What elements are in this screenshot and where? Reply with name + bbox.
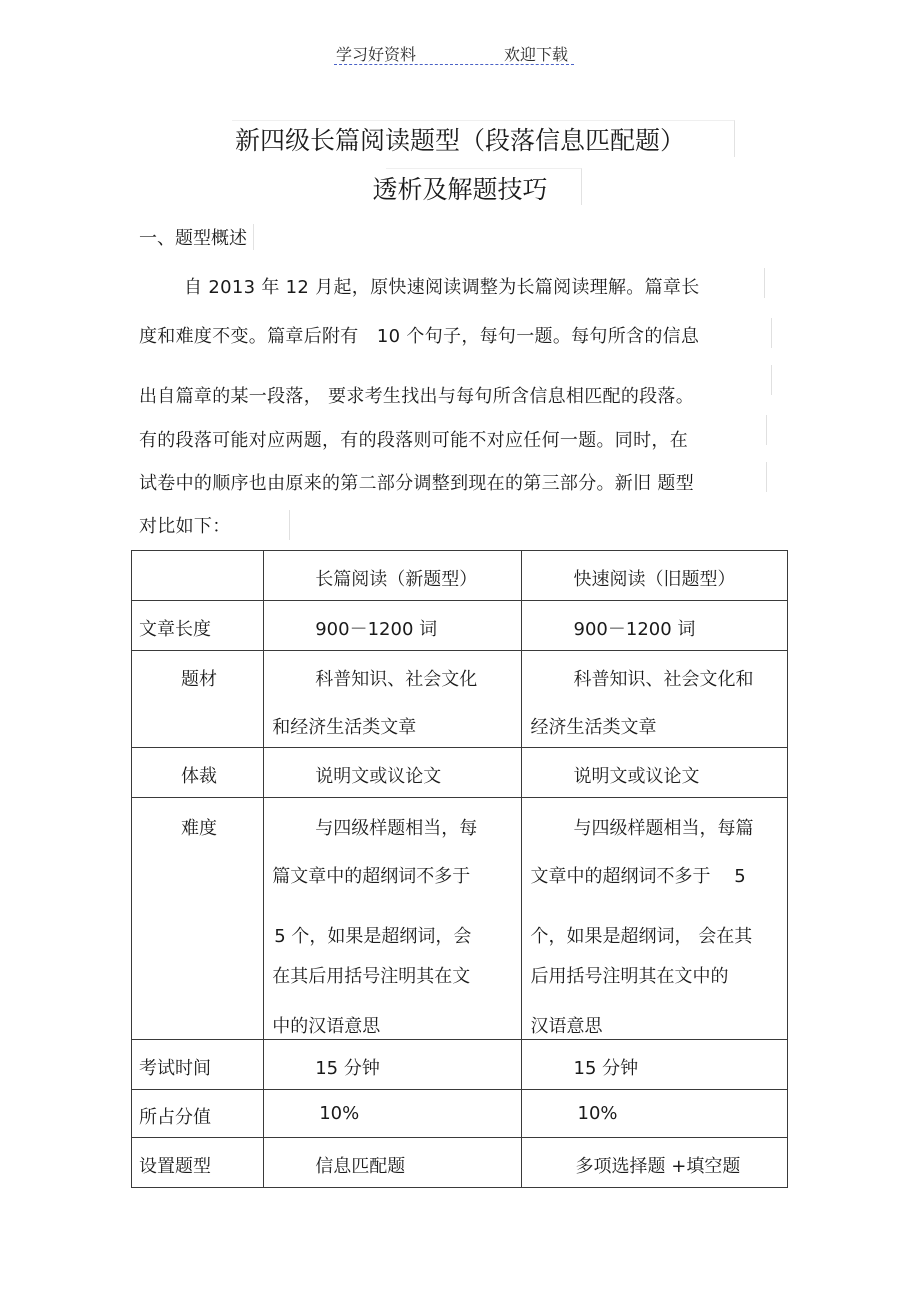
table-row	[132, 798, 788, 1040]
cell-new: 15 分钟	[315, 1058, 380, 1079]
frame-line	[771, 318, 772, 348]
cell-new: 说明文或议论文	[315, 766, 442, 787]
cell-old: 与四级样题相当，每篇	[573, 818, 754, 839]
cell-old: 多项选择题 +填空题	[575, 1156, 741, 1177]
cell-old: 个，如果是超纲词， 会在其	[530, 926, 753, 947]
table-row	[132, 651, 788, 748]
cell-old: 10%	[577, 1103, 618, 1124]
cell-new: 信息匹配题	[315, 1156, 406, 1177]
page-header	[334, 42, 574, 65]
cell-new: 5 个，如果是超纲词，会	[274, 926, 472, 947]
frame-line	[764, 268, 765, 298]
cell-new: 10%	[319, 1103, 360, 1124]
table-row	[132, 1138, 788, 1188]
intro-line: 试卷中的顺序也由原来的第二部分调整到现在的第三部分。新旧 题型	[139, 473, 695, 494]
intro-line: 有的段落可能对应两题，有的段落则可能不对应任何一题。同时，在	[139, 430, 688, 451]
document-title-line2: 透析及解题技巧	[372, 175, 548, 204]
row-label: 题材	[181, 669, 217, 690]
table-header-row	[132, 551, 788, 601]
row-label: 难度	[181, 818, 217, 839]
frame-line	[771, 365, 772, 395]
cell-old: 15 分钟	[573, 1058, 639, 1079]
cell-new: 科普知识、社会文化	[315, 669, 478, 690]
intro-line: 出自篇章的某一段落， 要求考生找出与每句所含信息相匹配的段落。	[139, 386, 695, 407]
frame-line	[766, 462, 767, 492]
cell-new: 中的汉语意思	[272, 1016, 381, 1037]
table-row	[132, 1040, 788, 1090]
header-old-type: 快速阅读（旧题型）	[573, 569, 736, 590]
document-title-line1: 新四级长篇阅读题型（段落信息匹配题）	[234, 126, 685, 155]
table-header-cell	[132, 551, 264, 601]
cell-old: 汉语意思	[530, 1016, 603, 1037]
intro-line: 自 2013 年 12 月起，原快速阅读调整为长篇阅读理解。篇章长	[184, 277, 700, 298]
cell-old: 经济生活类文章	[530, 717, 657, 738]
cell-new: 和经济生活类文章	[272, 717, 417, 738]
cell-new: 在其后用括号注明其在文	[272, 966, 471, 987]
intro-line: 对比如下：	[139, 516, 231, 537]
row-label: 文章长度	[139, 619, 211, 640]
cell-old: 900－1200 词	[573, 619, 696, 640]
section-heading: 一、题型概述	[139, 224, 254, 250]
cell-old: 科普知识、社会文化和	[573, 669, 754, 690]
table-header-cell	[264, 551, 521, 601]
frame-line	[766, 415, 767, 445]
cell-new: 与四级样题相当，每	[315, 818, 478, 839]
row-label: 考试时间	[139, 1058, 211, 1079]
row-label: 所占分值	[139, 1107, 211, 1128]
table-row	[132, 601, 788, 651]
header-left-text: 学习好资料	[336, 45, 417, 64]
cell-old: 说明文或议论文	[573, 766, 700, 787]
header-right-text: 欢迎下载	[504, 45, 569, 64]
comparison-table	[131, 550, 788, 1188]
row-label: 设置题型	[139, 1156, 211, 1177]
table-row	[132, 748, 788, 798]
cell-old: 后用括号注明其在文中的	[530, 966, 729, 987]
frame-line	[289, 510, 290, 540]
intro-line: 度和难度不变。篇章后附有 10 个句子，每句一题。每句所含的信息	[139, 326, 700, 347]
cell-new: 900－1200 词	[315, 619, 438, 640]
row-label: 体裁	[181, 766, 217, 787]
cell-new: 篇文章中的超纲词不多于	[272, 866, 471, 887]
header-new-type: 长篇阅读（新题型）	[315, 569, 478, 590]
table-header-cell	[521, 551, 787, 601]
table-row	[132, 1090, 788, 1138]
cell-old: 文章中的超纲词不多于 5	[530, 866, 746, 887]
